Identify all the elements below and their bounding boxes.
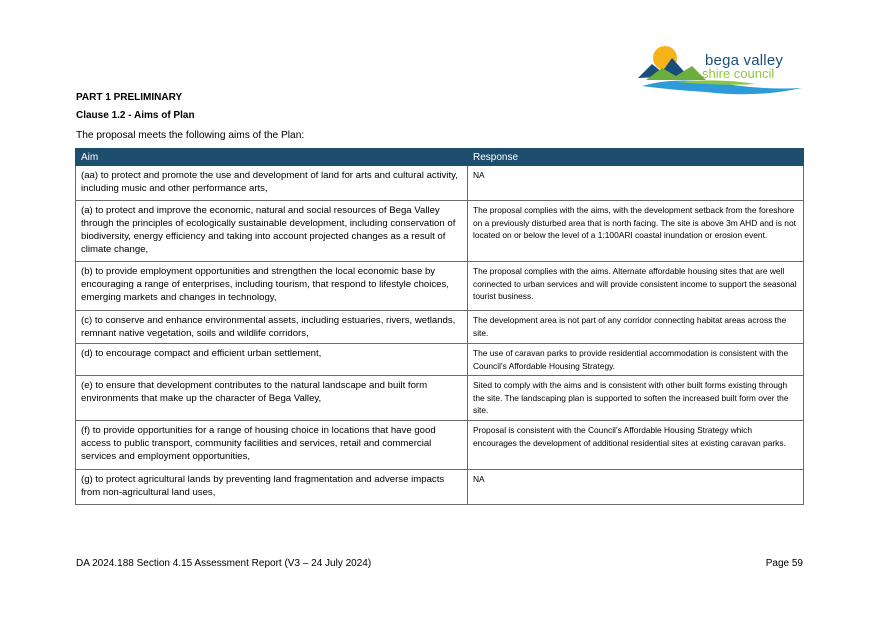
aim-cell: (b) to provide employment opportunities and strengthen the local economic base by encouraging a range of enterprises, including tourism, that respond to lifestyle choices, emerging markets and changes in technology, [76, 262, 468, 311]
response-cell: Proposal is consistent with the Council’s Affordable Housing Strategy which encourages the development of additional residential sites at existing caravan parks. [468, 421, 804, 470]
clause-heading: Clause 1.2 - Aims of Plan [76, 110, 195, 121]
aim-cell: (f) to provide opportunities for a range of housing choice in locations that have good access to public transport, community facilities and services, retail and commercial services and employment opportunities, [76, 421, 468, 470]
response-cell: NA [468, 470, 804, 505]
response-cell: Sited to comply with the aims and is consistent with other built forms existing through the site. The landscaping plan is supported to soften the increased built form over the site. [468, 376, 804, 421]
response-cell: The development area is not part of any corridor connecting habitat areas across the site. [468, 311, 804, 344]
response-cell: The use of caravan parks to provide residential accommodation is consistent with the Council’s Affordable Housing Strategy. [468, 344, 804, 376]
aim-cell: (d) to encourage compact and efficient urban settlement, [76, 344, 468, 376]
table-header-row [76, 149, 804, 166]
table-row [76, 344, 804, 376]
aims-table [75, 148, 804, 505]
aim-cell: (a) to protect and improve the economic, natural and social resources of Bega Valley through the principles of ecologically sustainable development, including conservation of biodiversity, energy efficiency and taking into account projected changes as a result of climate change, [76, 201, 468, 262]
table-row [76, 201, 804, 262]
table-row [76, 376, 804, 421]
logo-text-line2: shire council [702, 66, 775, 81]
response-cell: The proposal complies with the aims. Alternate affordable housing sites that are well connected to urban services and will provide consistent income to support the seasonal tourist business. [468, 262, 804, 311]
response-cell: The proposal complies with the aims, with the development setback from the foreshore on a previously disturbed area that is north facing. The site is above 3m AHD and is not located on or below the level of a 1:100ARI coastal inundation or erosion event. [468, 201, 804, 262]
table-row [76, 166, 804, 201]
column-header-response: Response [468, 149, 804, 166]
logo-text-line1: bega valley [705, 52, 784, 69]
aim-cell: (e) to ensure that development contributes to the natural landscape and built form environments that make up the character of Bega Valley, [76, 376, 468, 421]
response-cell: NA [468, 166, 804, 201]
table-row [76, 470, 804, 505]
council-logo [636, 40, 808, 100]
aim-cell: (c) to conserve and enhance environmental assets, including estuaries, rivers, wetlands, remnant native vegetation, soils and wildlife corridors, [76, 311, 468, 344]
footer-page-number: Page 59 [765, 558, 803, 569]
part-heading: PART 1 PRELIMINARY [76, 92, 183, 103]
column-header-aim: Aim [76, 149, 468, 166]
table-row [76, 311, 804, 344]
aim-cell: (aa) to protect and promote the use and development of land for arts and cultural activity, including music and other performance arts, [76, 166, 468, 201]
intro-text: The proposal meets the following aims of the Plan: [76, 130, 305, 141]
aim-cell: (g) to protect agricultural lands by preventing land fragmentation and adverse impacts from non-agricultural land uses, [76, 470, 468, 505]
table-row [76, 262, 804, 311]
table-row [76, 421, 804, 470]
footer-report-reference: DA 2024.188 Section 4.15 Assessment Report (V3 – 24 July 2024) [76, 558, 372, 569]
